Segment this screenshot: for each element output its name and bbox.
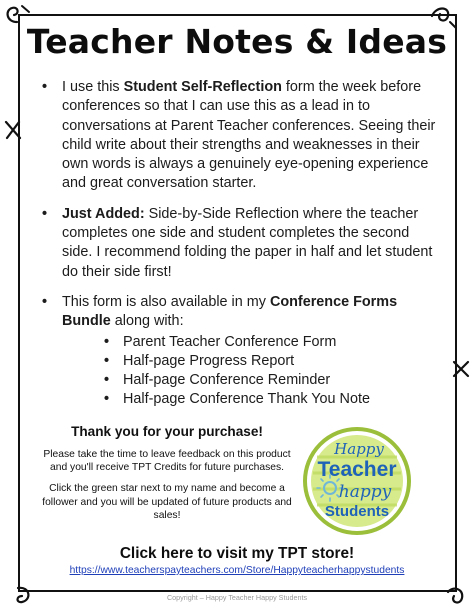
bullet-icon: • <box>42 79 48 95</box>
store-url-link[interactable]: https://www.teacherspayteachers.com/Store/Happyteacherhappystudents <box>69 565 405 576</box>
bundle-name: Conference Forms Bundle <box>62 293 398 330</box>
product-name: Student Self-Reflection <box>123 79 282 95</box>
bullet-icon: • <box>104 333 110 350</box>
just-added-label: Just Added: <box>62 205 145 222</box>
thank-you-heading: Thank you for your purchase! <box>71 424 263 439</box>
logo-word-2: Teacher <box>317 458 397 481</box>
notes-list <box>40 78 440 410</box>
bullet-icon: • <box>42 205 48 222</box>
page-title: Teacher Notes & Ideas <box>26 22 448 61</box>
logo-word-1: Happy <box>334 440 384 458</box>
copyright-text: Copyright – Happy Teacher Happy Students <box>166 593 308 602</box>
follow-text: Click the green star next to my name and become a follower and you will be updated of future products and sales! <box>42 483 292 521</box>
thank-you-section <box>42 424 292 530</box>
x-doodle-icon <box>450 358 472 380</box>
bullet-icon: • <box>104 352 110 369</box>
logo-word-4: Students <box>324 503 390 520</box>
sub-list-item: • Half-page Progress Report <box>104 352 440 371</box>
x-doodle-icon <box>2 118 24 142</box>
list-item: • I use this Student Self-Reflection form the week before conferences so that I can use this as a lead in to conversations at Parent Teacher conferences. Seeing their child write about their strengths and weaknesses in their own words is always a genuinely eye-opening experience and great conversation starter. <box>42 79 436 192</box>
sub-list-item: • Half-page Conference Reminder <box>104 371 440 390</box>
visit-store-link[interactable]: Click here to visit my TPT store! <box>119 545 355 562</box>
list-item: • Just Added: Side-by-Side Reflection where the teacher completes one side and student completes the second side. I recommend folding the paper in half and let student do their side first! <box>42 205 433 280</box>
bundle-items-list <box>62 333 440 410</box>
bullet-icon: • <box>42 293 48 310</box>
bullet-icon: • <box>104 391 110 408</box>
sub-list-item: • Parent Teacher Conference Form <box>104 333 440 352</box>
bullet-icon: • <box>104 372 110 389</box>
happy-teacher-logo[interactable] <box>303 427 411 535</box>
logo-word-3: happy <box>338 482 392 502</box>
feedback-text: Please take the time to leave feedback on this product and you'll receive TPT Credits for future purchases. <box>43 449 291 474</box>
sub-list-item: • Half-page Conference Thank You Note <box>104 390 440 409</box>
list-item: • This form is also available in my Conference Forms Bundle along with: • Parent Teacher Conference Form • Half-page Progress Report • Half-page Conference Reminder • Half-page Conference Thank You Note <box>40 293 440 410</box>
